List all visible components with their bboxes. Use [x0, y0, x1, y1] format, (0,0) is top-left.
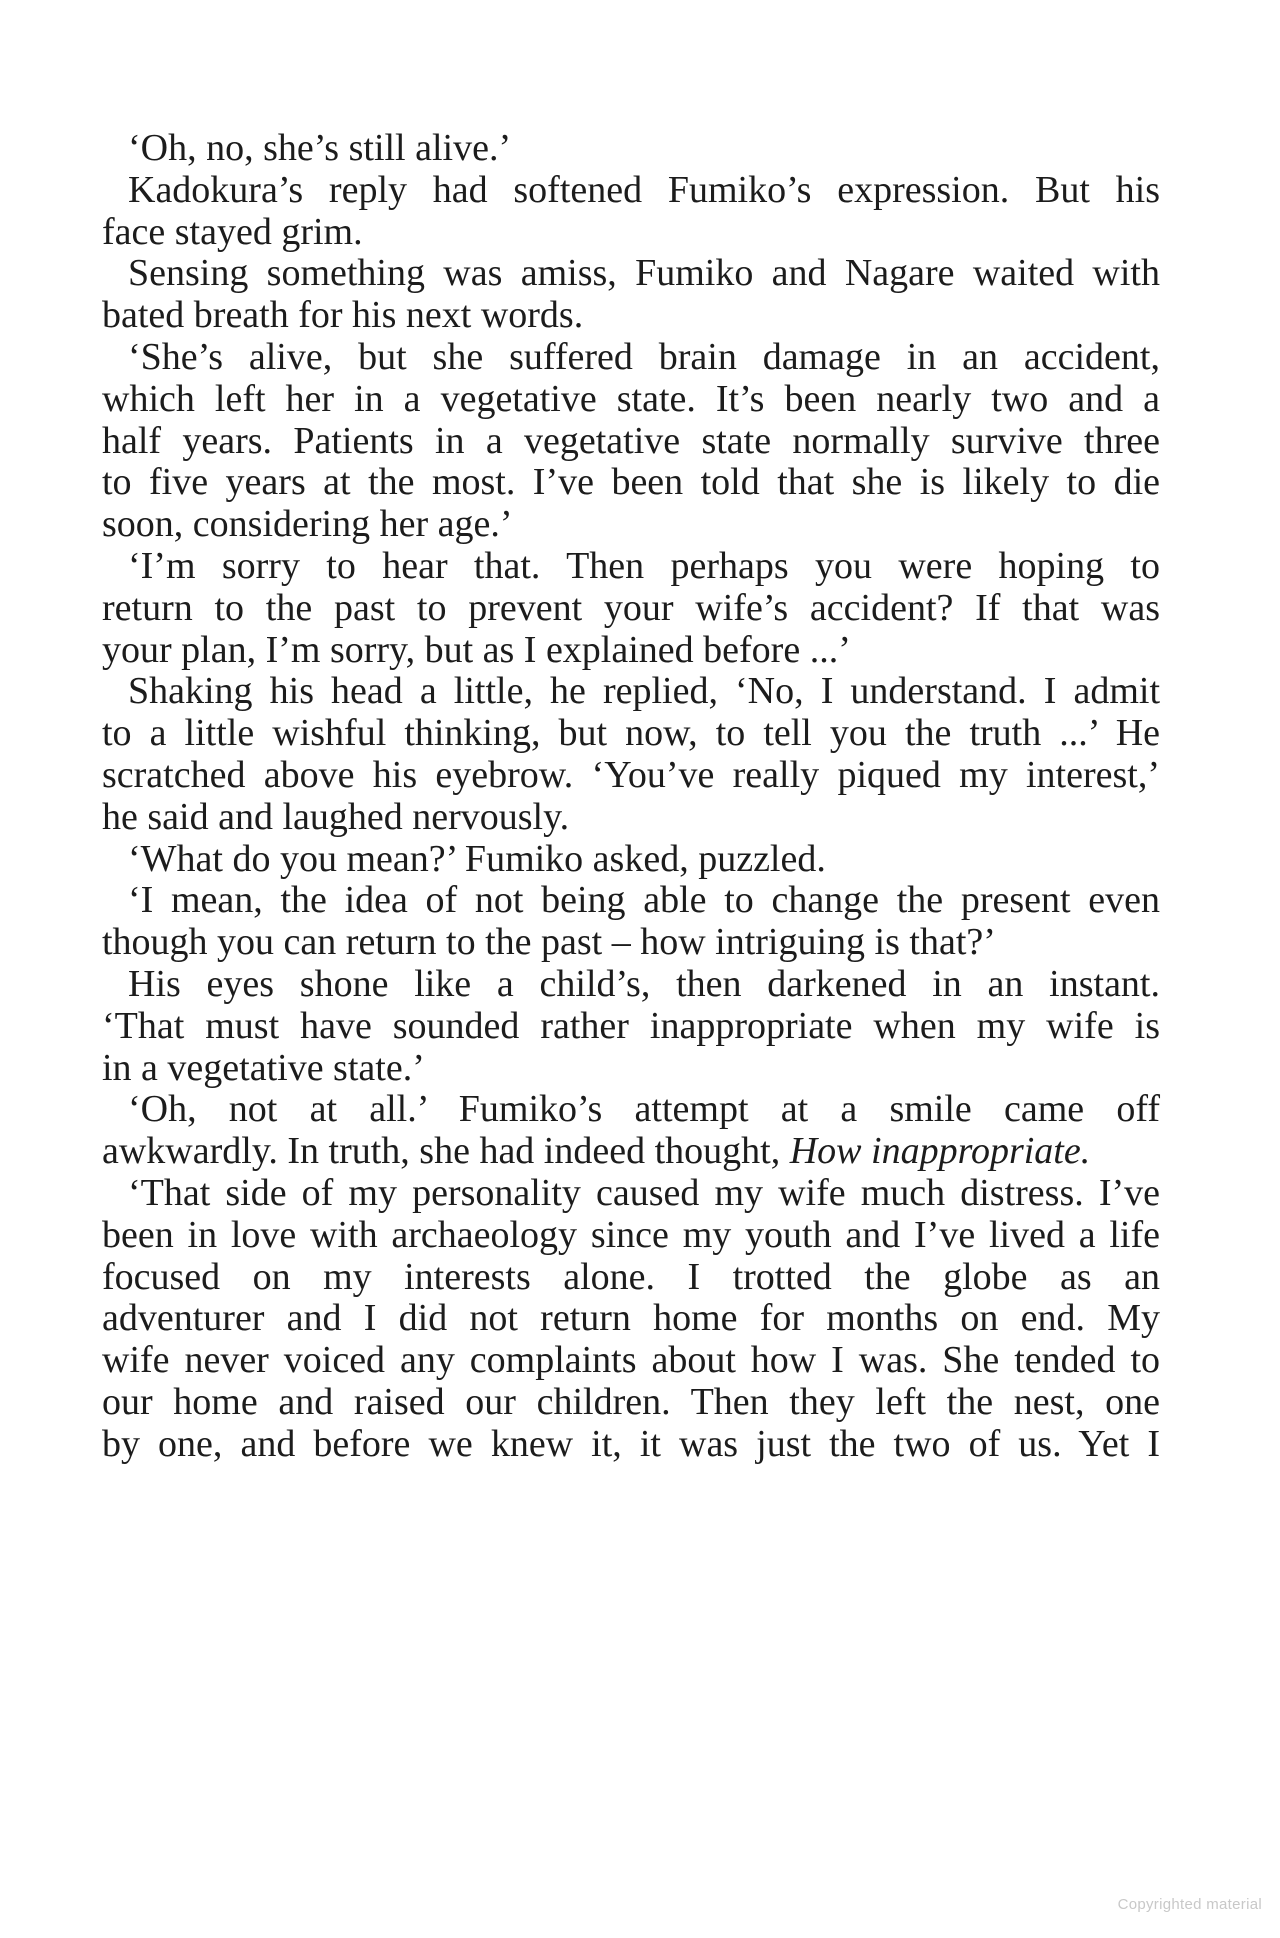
text-segment: in a vegetative state.’ [102, 1046, 425, 1089]
body-text [102, 128, 1160, 1466]
text-segment: ‘I’m sorry to hear that. Then perhaps you were hoping to [128, 544, 1160, 587]
text-segment: wife never voiced any complaints about how I was. She tended to [102, 1339, 1160, 1382]
text-line [102, 713, 1160, 755]
text-segment: our home and raised our children. Then they left the nest, one [102, 1380, 1160, 1423]
text-line [102, 964, 1160, 1006]
text-line [102, 1257, 1160, 1299]
text-line [102, 630, 1160, 672]
text-line [102, 1089, 1160, 1131]
text-segment: he said and laughed nervously. [102, 795, 570, 838]
text-line [102, 1215, 1160, 1257]
text-line [102, 128, 1160, 170]
text-segment: ‘That side of my personality caused my wife much distress. I’ve [128, 1171, 1160, 1214]
text-segment: His eyes shone like a child’s, then darkened in an instant. [128, 962, 1160, 1005]
text-line [102, 212, 1160, 254]
text-line [102, 1340, 1160, 1382]
text-segment: bated breath for his next words. [102, 294, 584, 337]
text-segment: adventurer and I did not return home for months on end. My [102, 1297, 1160, 1340]
text-segment: Sensing something was amiss, Fumiko and Nagare waited with [128, 252, 1160, 295]
text-segment: which left her in a vegetative state. It’s been nearly two and a [102, 377, 1160, 420]
text-line [102, 797, 1160, 839]
italic-text: How inappropriate. [789, 1130, 1091, 1173]
text-line [102, 839, 1160, 881]
text-line [102, 295, 1160, 337]
text-line [102, 1298, 1160, 1340]
text-segment: ‘She’s alive, but she suffered brain damage in an accident, [128, 335, 1160, 378]
text-line [102, 379, 1160, 421]
text-line [102, 880, 1160, 922]
text-line [102, 755, 1160, 797]
text-segment: ‘Oh, no, she’s still alive.’ [128, 127, 512, 169]
text-segment: face stayed grim. [102, 210, 363, 253]
text-segment: soon, considering her age.’ [102, 503, 513, 546]
text-line [102, 588, 1160, 630]
text-line [102, 1382, 1160, 1424]
text-segment: half years. Patients in a vegetative state normally survive three [102, 419, 1160, 462]
text-line [102, 922, 1160, 964]
text-line [102, 1131, 1160, 1173]
text-segment: Shaking his head a little, he replied, ‘No, I understand. I admit [128, 670, 1160, 713]
text-line [102, 1006, 1160, 1048]
text-line [102, 1048, 1160, 1090]
text-segment: by one, and before we knew it, it was just the two of us. Yet I [102, 1422, 1160, 1465]
text-segment: ‘Oh, not at all.’ Fumiko’s attempt at a smile came off [128, 1088, 1160, 1131]
text-segment: ‘I mean, the idea of not being able to change the present even [128, 879, 1160, 922]
text-segment: scratched above his eyebrow. ‘You’ve really piqued my interest,’ [102, 753, 1160, 796]
text-line [102, 337, 1160, 379]
text-segment: to a little wishful thinking, but now, to tell you the truth ...’ He [102, 712, 1160, 755]
text-line [102, 1173, 1160, 1215]
text-segment: Kadokura’s reply had softened Fumiko’s expression. But his [128, 168, 1160, 211]
text-line [102, 504, 1160, 546]
text-segment: to five years at the most. I’ve been told that she is likely to die [102, 461, 1160, 504]
copyright-watermark: Copyrighted material [1117, 1896, 1262, 1913]
text-segment: though you can return to the past – how intriguing is that?’ [102, 921, 996, 964]
text-line [102, 421, 1160, 463]
text-segment: awkwardly. In truth, she had indeed thought, [102, 1130, 790, 1173]
text-segment: your plan, I’m sorry, but as I explained before ...’ [102, 628, 851, 671]
text-line [102, 546, 1160, 588]
text-segment: focused on my interests alone. I trotted the globe as an [102, 1255, 1160, 1298]
text-segment: return to the past to prevent your wife’s accident? If that was [102, 586, 1160, 629]
text-segment: been in love with archaeology since my youth and I’ve lived a life [102, 1213, 1160, 1256]
text-line [102, 671, 1160, 713]
text-segment: ‘What do you mean?’ Fumiko asked, puzzled. [128, 837, 826, 880]
text-line [102, 170, 1160, 212]
text-line [102, 462, 1160, 504]
text-line [102, 1424, 1160, 1466]
text-segment: ‘That must have sounded rather inappropriate when my wife is [102, 1004, 1160, 1047]
text-line [102, 253, 1160, 295]
